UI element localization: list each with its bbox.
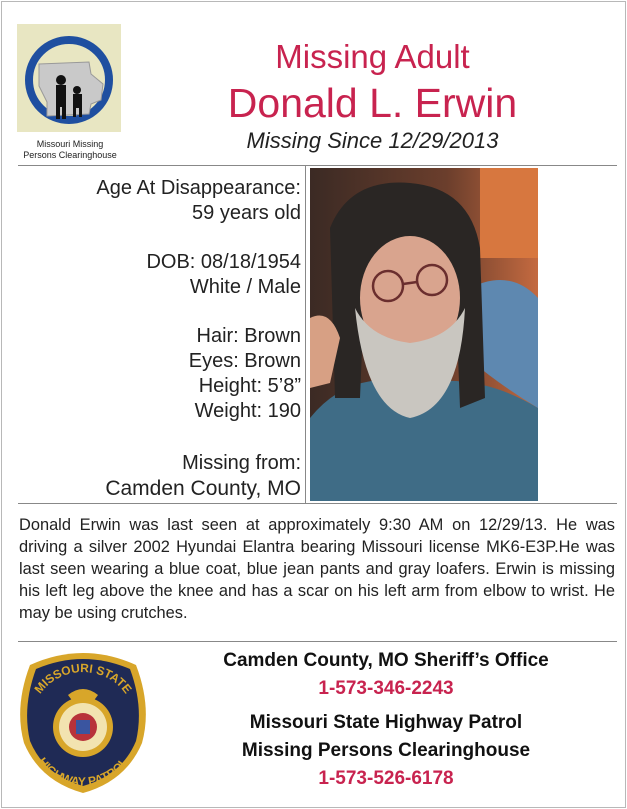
- dob-block: [146, 250, 301, 300]
- clearinghouse-name: Missing Persons Clearinghouse: [241, 740, 531, 761]
- highway-patrol-phone: 1-573-526-6178: [318, 768, 454, 789]
- badge-bottom-text: HIGHWAY PATROL: [35, 754, 131, 789]
- highway-patrol-badge-icon: [10, 647, 156, 797]
- age-label: Age At Disappearance:: [96, 177, 301, 199]
- race-sex: White / Male: [189, 276, 301, 298]
- description-top-divider: [18, 503, 617, 504]
- poster-subtitle: Missing Adult: [275, 38, 470, 75]
- person-name: Donald L. Erwin: [227, 80, 518, 126]
- eyes: Eyes: Brown: [188, 350, 301, 372]
- badge-top-text: MISSOURI STATE: [31, 661, 135, 697]
- dob: DOB: 08/18/1954: [146, 251, 301, 273]
- description-bottom-divider: [18, 641, 617, 642]
- age-value: 59 years old: [192, 202, 301, 224]
- missing-since: Missing Since 12/29/2013: [246, 128, 499, 153]
- missing-from-label: Missing from:: [182, 452, 301, 474]
- person-photo: [310, 168, 538, 501]
- physical-block: [189, 324, 301, 424]
- header-divider: [18, 165, 617, 166]
- location-block: [105, 451, 301, 501]
- height: Height: 5’8”: [198, 375, 301, 397]
- missing-from-value: Camden County, MO: [105, 477, 301, 500]
- highway-patrol-name: Missouri State Highway Patrol: [249, 712, 523, 733]
- missouri-map-icon: [17, 24, 121, 132]
- clearinghouse-logo: [17, 24, 121, 132]
- description: Donald Erwin was last seen at approximately 9:30 AM on 12/29/13. He was driving a silver 2002 Hyundai Elantra bearing Missouri license MK6-E3P.He was last seen wearing a blue coat, blue jean pants and gray loafers. Erwin is missing his left leg above the knee and has a scar on his left arm from elbow to wrist. He may be using crutches.: [19, 516, 615, 622]
- weight: Weight: 190: [194, 400, 301, 422]
- sheriff-office-name: Camden County, MO Sheriff’s Office: [223, 650, 549, 671]
- hair: Hair: Brown: [196, 325, 301, 347]
- sheriff-office-phone: 1-573-346-2243: [318, 678, 454, 699]
- logo-caption: Missouri Missing Persons Clearinghouse: [23, 139, 117, 160]
- age-block: [96, 176, 301, 226]
- details-divider: [305, 165, 306, 503]
